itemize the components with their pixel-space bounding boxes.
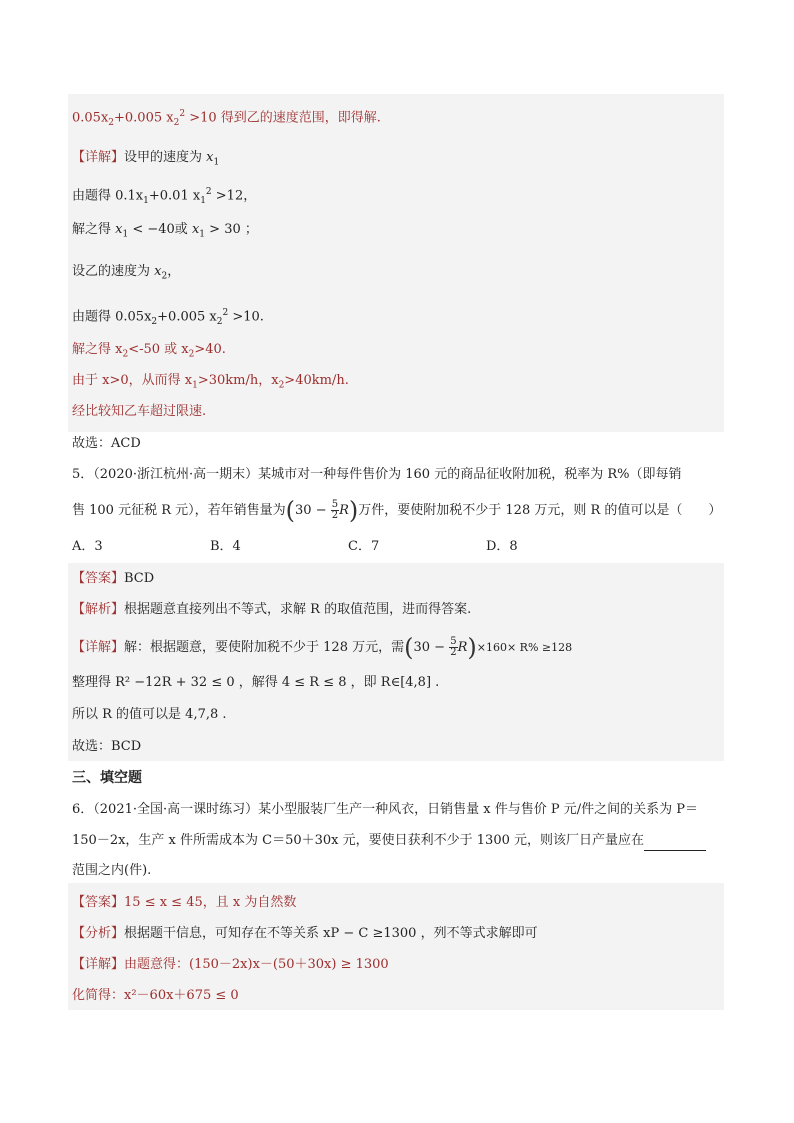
option-d: D．8 — [486, 539, 518, 554]
q4-line-8: 经比较知乙车超过限速. — [72, 404, 207, 419]
q6-analysis: 【分析】根据题干信息，可知存在不等关系 xP − C ≥1300 ，列不等式求解即可 — [72, 926, 538, 941]
q4-line-5: 由题得 $0.05x_2+0.005$ $x_2^2 >10$. — [72, 308, 264, 327]
section-heading: 三、填空题 — [72, 770, 142, 786]
q4-line-2: 由题得 $0.1x_1+0.01$ $x_1^2 >12$， — [72, 187, 257, 206]
detail-tag: 【详解】 — [72, 150, 125, 165]
q5-line-6: 故选：BCD — [72, 739, 142, 754]
q4-line-4: 设乙的速度为 $x_2$， — [72, 264, 181, 282]
q4-detail-line: 【详解】设甲的速度为 $x_1$ — [72, 150, 220, 168]
q5-line-4: 整理得 R² −12R + 32 ≤ 0 ，解得 4 ≤ R ≤ 8 ，即 R∈[4,8] . — [72, 675, 440, 690]
q4-line-7: 由于 x>0，从而得 $x_1>30km/h$，$x_2>40km/h$. — [72, 373, 349, 391]
answer-blank — [644, 836, 706, 851]
q5-analysis: 【解析】根据题意直接列出不等式，求解 R 的取值范围，进而得答案. — [72, 602, 472, 617]
option-b: B．4 — [210, 539, 241, 554]
q6-stem-line-3: 范围之内(件). — [72, 863, 152, 878]
q5-detail: 【详解】解：根据题意，要使附加税不少于 128 万元，需(30 − $\frac{5}{2}$ R)×160× R% ≥128 — [72, 633, 573, 662]
q5-stem-line-2: 售 100 元征税 R 元），若年销售量为(30 − $\frac{5}{2}$ R)万件，要使附加税不少于 128 万元，则 R 的值可以是（ ） — [72, 496, 722, 525]
fraction: $\frac{5}{2}$ — [331, 499, 339, 521]
q5-answer: 【答案】BCD — [72, 571, 155, 586]
q4-hint-tail: $0.05x_2+0.005$ $x_2^2 >10$ 得到乙的速度范围，即得解. — [72, 109, 381, 128]
q4-line-6: 解之得 $x_2<-50$ 或 $x_2>40$. — [72, 342, 226, 360]
option-a: A．3 — [72, 539, 103, 554]
q6-answer: 【答案】15 ≤ x ≤ 45，且 x 为自然数 — [72, 895, 297, 910]
q5-line-5: 所以 R 的值可以是 4,7,8 . — [72, 707, 227, 722]
q5-stem-line-1: 5．（2020·浙江杭州·高一期末）某城市对一种每件售价为 160 元的商品征收附加税，税率为 R%（即每销 — [72, 467, 682, 482]
q4-line-3: 解之得 $x_1 < -40$或 $x_1 > 30$ ； — [72, 222, 258, 240]
q6-simplify: 化简得：x²－60x＋675 ≤ 0 — [72, 988, 239, 1003]
option-c: C．7 — [348, 539, 380, 554]
q6-detail: 【详解】由题意得：(150－2x)x－(50＋30x) ≥ 1300 — [72, 957, 389, 972]
q6-stem-line-2: 150－2x，生产 x 件所需成本为 C＝50＋30x 元，要使日获利不少于 1300 元，则该厂日产量应在 — [72, 831, 706, 851]
q5-solution-block — [68, 563, 724, 761]
q6-stem-line-1: 6．（2021·全国·高一课时练习）某小型服装厂生产一种风衣，日销售量 x 件与售价 P 元/件之间的关系为 P＝ — [72, 802, 698, 817]
q5-options — [72, 537, 624, 557]
q4-answer: 故选：ACD — [72, 436, 141, 451]
